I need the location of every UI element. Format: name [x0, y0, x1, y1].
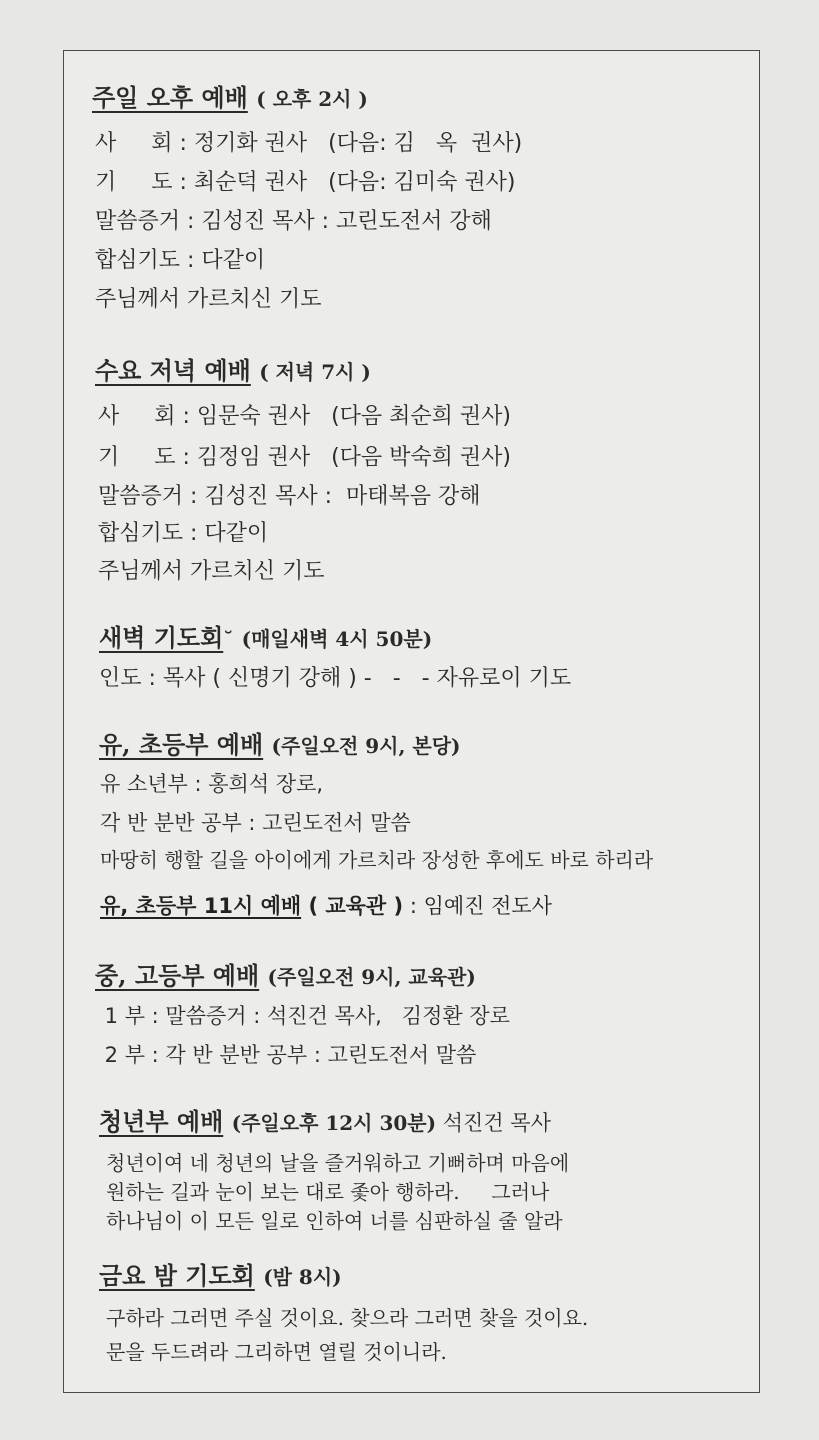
section-heading-dawn [99, 623, 433, 652]
section-heading-youth [95, 961, 476, 990]
heading-title: 청년부 예배 [99, 1107, 224, 1136]
sunday-line-4: 합심기도 : 다같이 [95, 248, 266, 273]
heading-title: 유, 초등부 예배 [99, 730, 264, 759]
heading-time: ( 오후 2시 ) [256, 87, 368, 111]
friday-line-1: 구하라 그러면 주실 것이요. 찾으라 그러면 찾을 것이요. [106, 1306, 589, 1330]
heading-title: 수요 저녁 예배 [95, 356, 251, 385]
youth-line-2: 2 부 : 각 반 분반 공부 : 고린도전서 말씀 [98, 1043, 477, 1067]
friday-line-2: 문을 두드려라 그리하면 열릴 것이니라. [106, 1340, 447, 1364]
young-adult-line-2: 원하는 길과 눈이 보는 대로 좇아 행하라. 그러나 [106, 1180, 550, 1204]
sunday-line-1: 사 회 : 정기화 권사 (다음: 김 옥 권사) [95, 131, 523, 156]
heading-time: (주일오전 9시, 본당) [271, 734, 461, 758]
section-heading-young-adult [99, 1107, 551, 1136]
heading-time: ( 저녁 7시 ) [259, 360, 371, 384]
subheading-title: 유, 초등부 11시 예배 [100, 894, 302, 918]
sunday-line-5: 주님께서 가르치신 기도 [95, 287, 322, 312]
sunday-line-2: 기 도 : 최순덕 권사 (다음: 김미숙 권사) [95, 170, 516, 195]
heading-leader: 석진건 목사 [436, 1111, 551, 1135]
heading-title: 새벽 기도회 [99, 623, 224, 652]
children-subheading [100, 896, 552, 917]
sunday-line-3: 말씀증거 : 김성진 목사 : 고린도전서 강해 [95, 209, 492, 234]
section-heading-wednesday [95, 356, 371, 385]
subheading-place: ( 교육관 ) [308, 894, 404, 918]
heading-time: (주일오후 12시 30분) [231, 1111, 437, 1135]
wednesday-line-4: 합심기도 : 다같이 [98, 521, 269, 546]
heading-title: 금요 밤 기도회 [99, 1261, 255, 1290]
wednesday-line-5: 주님께서 가르치신 기도 [98, 559, 325, 584]
children-line-1: 유 소년부 : 홍희석 장로, [100, 772, 324, 796]
young-adult-line-1: 청년이여 네 청년의 날을 즐거워하고 기뻐하며 마음에 [106, 1151, 570, 1175]
children-line-3: 마땅히 행할 길을 아이에게 가르치라 장성한 후에도 바로 하리라 [100, 848, 654, 872]
heading-mark: ˘ [223, 627, 234, 651]
youth-line-1: 1 부 : 말씀증거 : 석진건 목사, 김정환 장로 [98, 1004, 510, 1028]
section-heading-children [99, 730, 461, 759]
young-adult-line-3: 하나님이 이 모든 일로 인하여 너를 심판하실 줄 알라 [106, 1209, 563, 1233]
wednesday-line-2: 기 도 : 김정임 권사 (다음 박숙희 권사) [98, 445, 512, 470]
dawn-line-1: 인도 : 목사 ( 신명기 강해 ) - - - 자유로이 기도 [99, 666, 572, 691]
heading-time: (주일오전 9시, 교육관) [267, 965, 476, 989]
heading-title: 중, 고등부 예배 [95, 961, 260, 990]
heading-time: (매일새벽 4시 50분) [241, 627, 433, 651]
children-line-2: 각 반 분반 공부 : 고린도전서 말씀 [100, 811, 411, 835]
section-heading-friday [99, 1261, 342, 1290]
section-heading-sunday [92, 83, 368, 112]
wednesday-line-1: 사 회 : 임문숙 권사 (다음 최순희 권사) [98, 404, 512, 429]
subheading-leader: : 임예진 전도사 [403, 894, 552, 918]
wednesday-line-3: 말씀증거 : 김성진 목사 : 마태복음 강해 [98, 484, 481, 509]
heading-time: (밤 8시) [263, 1265, 342, 1289]
heading-title: 주일 오후 예배 [92, 83, 248, 112]
